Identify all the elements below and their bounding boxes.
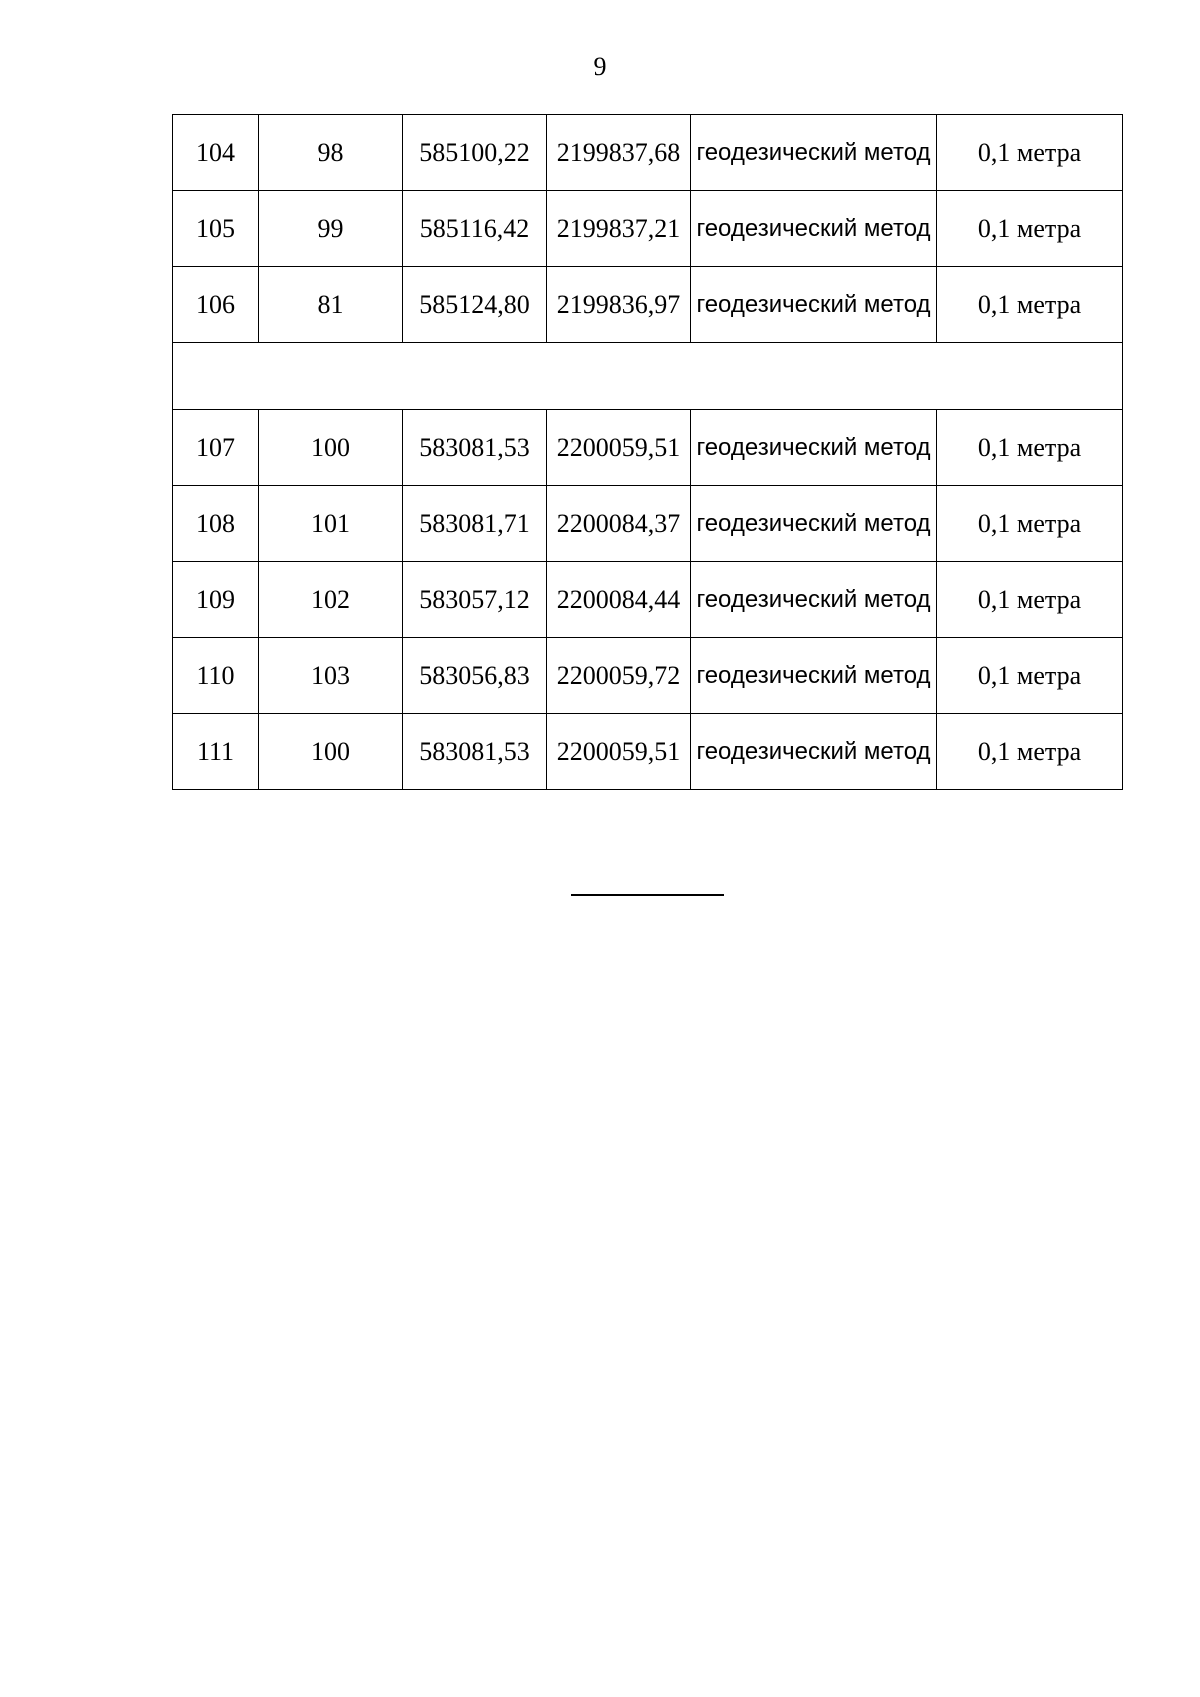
table-row [173,714,1123,790]
y-coordinate-cell: 2200059,72 [547,638,691,714]
point-number-cell: 108 [173,486,259,562]
node-number-cell: 99 [259,191,403,267]
accuracy-cell: 0,1 метра [937,410,1123,486]
empty-separator-cell [173,343,1123,410]
table-row [173,562,1123,638]
x-coordinate-cell: 585100,22 [403,115,547,191]
x-coordinate-cell: 583056,83 [403,638,547,714]
point-number-cell: 106 [173,267,259,343]
method-cell: геодезический метод [691,714,937,790]
node-number-cell: 100 [259,714,403,790]
method-cell: геодезический метод [691,410,937,486]
accuracy-cell: 0,1 метра [937,638,1123,714]
method-cell: геодезический метод [691,115,937,191]
x-coordinate-cell: 583081,53 [403,714,547,790]
y-coordinate-cell: 2199836,97 [547,267,691,343]
point-number-cell: 107 [173,410,259,486]
method-cell: геодезический метод [691,562,937,638]
table-row [173,115,1123,191]
node-number-cell: 98 [259,115,403,191]
method-cell: геодезический метод [691,486,937,562]
table-row [173,410,1123,486]
end-of-document-rule [571,894,724,896]
point-number-cell: 109 [173,562,259,638]
empty-separator-row [173,343,1123,410]
node-number-cell: 81 [259,267,403,343]
method-cell: геодезический метод [691,267,937,343]
table-row [173,191,1123,267]
accuracy-cell: 0,1 метра [937,115,1123,191]
node-number-cell: 103 [259,638,403,714]
point-number-cell: 111 [173,714,259,790]
x-coordinate-cell: 583081,71 [403,486,547,562]
node-number-cell: 102 [259,562,403,638]
coordinates-table [172,114,1123,790]
table-row [173,486,1123,562]
y-coordinate-cell: 2200084,44 [547,562,691,638]
point-number-cell: 104 [173,115,259,191]
accuracy-cell: 0,1 метра [937,267,1123,343]
x-coordinate-cell: 583057,12 [403,562,547,638]
accuracy-cell: 0,1 метра [937,486,1123,562]
node-number-cell: 100 [259,410,403,486]
x-coordinate-cell: 585116,42 [403,191,547,267]
y-coordinate-cell: 2200059,51 [547,410,691,486]
method-cell: геодезический метод [691,638,937,714]
y-coordinate-cell: 2200084,37 [547,486,691,562]
y-coordinate-cell: 2199837,21 [547,191,691,267]
table-row [173,267,1123,343]
x-coordinate-cell: 585124,80 [403,267,547,343]
x-coordinate-cell: 583081,53 [403,410,547,486]
accuracy-cell: 0,1 метра [937,191,1123,267]
node-number-cell: 101 [259,486,403,562]
page-number: 9 [593,52,607,81]
accuracy-cell: 0,1 метра [937,562,1123,638]
accuracy-cell: 0,1 метра [937,714,1123,790]
y-coordinate-cell: 2200059,51 [547,714,691,790]
method-cell: геодезический метод [691,191,937,267]
table-row [173,638,1123,714]
y-coordinate-cell: 2199837,68 [547,115,691,191]
point-number-cell: 110 [173,638,259,714]
point-number-cell: 105 [173,191,259,267]
